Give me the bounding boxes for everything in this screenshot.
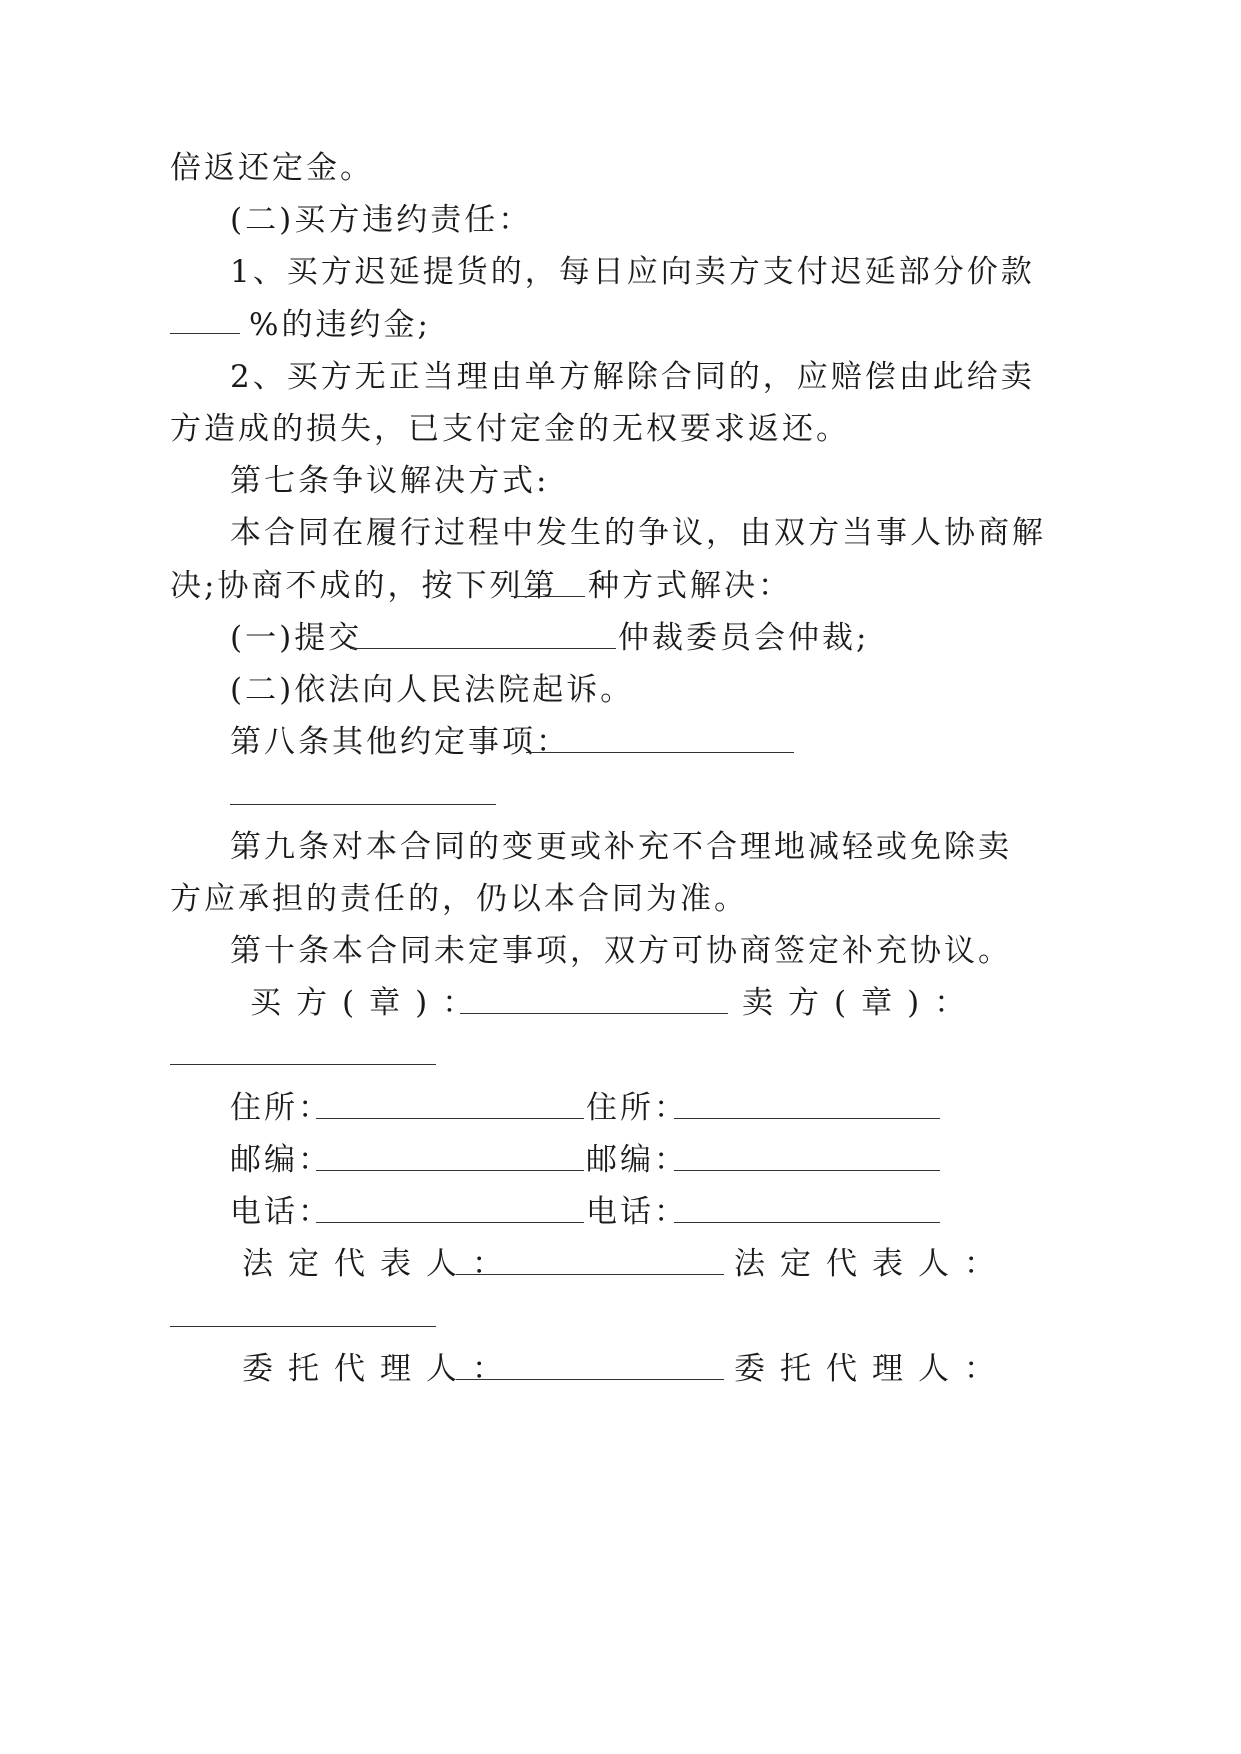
contract-line: 仲裁委员会仲裁; (618, 620, 870, 656)
contract-line: 方造成的损失，已支付定金的无权要求返还。 (170, 411, 850, 447)
blank-underline (460, 1013, 728, 1014)
buyer-seal-label: 买方(章)： (250, 985, 489, 1021)
contract-line: 2、买方无正当理由单方解除合同的，应赔偿由此给卖 (230, 359, 1035, 395)
contract-line: 第十条本合同未定事项，双方可协商签定补充协议。 (230, 933, 1012, 969)
seller-agent-label: 委托代理人： (734, 1351, 1010, 1387)
contract-line: 1、买方迟延提货的，每日应向卖方支付迟延部分价款 (230, 254, 1035, 290)
contract-line: 决;协商不成的，按下列第 (170, 568, 558, 604)
buyer-address-label: 住所： (230, 1090, 332, 1126)
blank-underline (170, 1064, 436, 1065)
seller-postcode-label: 邮编： (586, 1142, 688, 1178)
blank-underline (456, 1274, 724, 1275)
blank-underline (230, 804, 496, 805)
blank-underline (674, 1222, 940, 1223)
blank-underline (350, 648, 616, 649)
buyer-legal-rep-label: 法定代表人： (242, 1246, 518, 1282)
blank-underline (456, 1379, 724, 1380)
section-heading-buyer-liability: (二)买方违约责任： (230, 202, 533, 238)
buyer-postcode-label: 邮编： (230, 1142, 332, 1178)
contract-line: 种方式解决： (588, 568, 792, 604)
blank-underline (170, 333, 240, 334)
article-7-heading: 第七条争议解决方式: (230, 463, 550, 499)
buyer-phone-label: 电话： (230, 1194, 332, 1230)
blank-underline (526, 752, 794, 753)
seller-legal-rep-label: 法定代表人： (734, 1246, 1010, 1282)
seller-address-label: 住所： (586, 1090, 688, 1126)
contract-line: (二)依法向人民法院起诉。 (230, 672, 635, 708)
seller-phone-label: 电话： (586, 1194, 688, 1230)
blank-underline (316, 1170, 584, 1171)
blank-underline (316, 1222, 584, 1223)
contract-line: 倍返还定金。 (170, 150, 374, 186)
contract-line: (一)提交 (230, 620, 363, 656)
blank-underline (316, 1118, 584, 1119)
contract-line: 本合同在履行过程中发生的争议，由双方当事人协商解 (230, 515, 1046, 551)
seller-seal-label: 卖方(章)： (742, 985, 981, 1021)
contract-line: %的违约金; (249, 307, 431, 343)
article-8-heading: 第八条其他约定事项： (230, 724, 570, 760)
contract-line: 第九条对本合同的变更或补充不合理地减轻或免除卖 (230, 829, 1012, 865)
buyer-agent-label: 委托代理人： (242, 1351, 518, 1387)
blank-underline (674, 1118, 940, 1119)
contract-line: 方应承担的责任的，仍以本合同为准。 (170, 881, 748, 917)
blank-underline (170, 1326, 436, 1327)
blank-underline (511, 596, 585, 597)
blank-underline (674, 1170, 940, 1171)
